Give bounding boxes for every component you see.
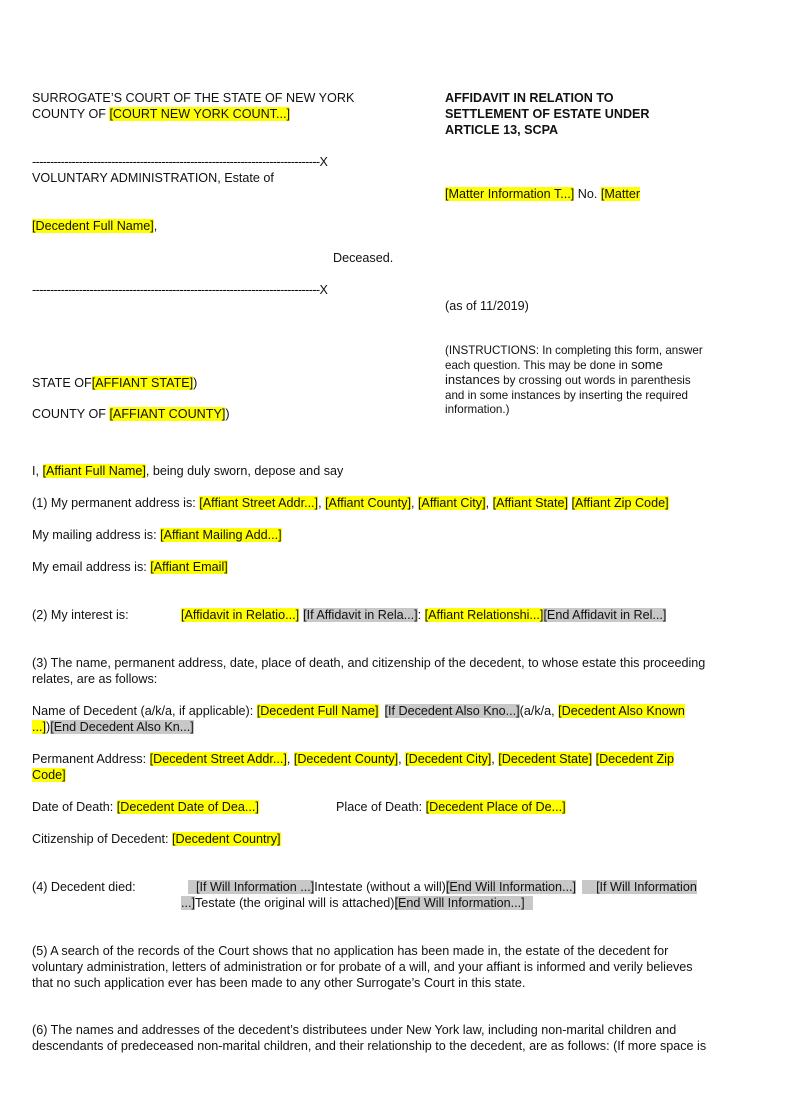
aka-label: (a/k/a,	[519, 704, 559, 718]
matter-no-label: No.	[574, 187, 601, 201]
decedent-name-row-cont	[32, 719, 194, 735]
document-title-line1: AFFIDAVIT IN RELATION TO	[445, 91, 614, 105]
instructions-line5: information.)	[445, 403, 510, 416]
mailing-address-line	[32, 527, 282, 543]
q6-text-line1: (6) The names and addresses of the decedent’s distributees under New York law, including non-marital children and	[32, 1023, 677, 1037]
deceased-label: Deceased.	[333, 251, 394, 265]
court-county-line	[32, 106, 290, 122]
decedent-name-suffix: ,	[153, 219, 158, 233]
decedent-county-field[interactable]: [Decedent County]	[293, 752, 399, 766]
venue-county-line	[32, 406, 230, 422]
if-will-field-2[interactable]: [If Will Information	[582, 880, 697, 894]
affiant-street-field[interactable]: [Affiant Street Addr...]	[199, 496, 319, 510]
decedent-zip-field-cont[interactable]: Code]	[32, 768, 66, 782]
instructions-line3-emph: instances	[445, 372, 500, 387]
permanent-address-line	[32, 495, 669, 511]
affiant-county-address-field[interactable]: [Affiant County]	[325, 496, 411, 510]
separator	[568, 496, 572, 510]
decedent-name-line	[32, 218, 157, 234]
court-county-field[interactable]: [COURT NEW YORK COUNT...]	[109, 107, 290, 121]
date-of-death-row	[32, 799, 259, 815]
decedent-died-row-cont	[181, 895, 533, 911]
court-name-line: SURROGATE’S COURT OF THE STATE OF NEW YORK	[32, 91, 355, 105]
decedent-died-row	[188, 879, 697, 895]
if-will-field[interactable]: [If Will Information ...]	[188, 880, 314, 894]
place-of-death-row	[336, 799, 566, 815]
decedent-name-field[interactable]: [Decedent Full Name]	[32, 219, 154, 233]
decedent-place-of-death-field[interactable]: [Decedent Place of De...]	[425, 800, 566, 814]
venue-state-suffix: )	[193, 376, 198, 390]
decedent-street-field[interactable]: [Decedent Street Addr...]	[149, 752, 287, 766]
separator: ,	[410, 496, 418, 510]
q5-text-line2: voluntary administration, letters of administration or for probate of a will, and your affiant is informed and verily believes	[32, 960, 693, 974]
affiant-city-field[interactable]: [Affiant City]	[417, 496, 486, 510]
q5-text-line3: that no such application ever has been made to any other Surrogate’s Court in this state.	[32, 976, 526, 990]
document-title-line3: ARTICLE 13, SCPA	[445, 123, 559, 137]
separator: ,	[318, 496, 326, 510]
decedent-zip-field[interactable]: [Decedent Zip	[595, 752, 674, 766]
separator: ,	[286, 752, 294, 766]
instructions-line2-text: each question. This may be done in	[445, 359, 632, 372]
affiant-mailing-field[interactable]: [Affiant Mailing Add...]	[160, 528, 282, 542]
place-of-death-label: Place of Death:	[336, 800, 426, 814]
aka-close: )	[46, 720, 51, 734]
testate-label: Testate (the original will is attached)	[195, 896, 395, 910]
matter-number-field[interactable]: [Matter	[600, 187, 641, 201]
intestate-label: Intestate (without a will)	[314, 880, 446, 894]
document-title-line2: SETTLEMENT OF ESTATE UNDER	[445, 107, 650, 121]
decedent-died-label: (4) Decedent died:	[32, 880, 136, 894]
decedent-full-name-field[interactable]: [Decedent Full Name]	[256, 704, 379, 718]
affiant-email-field[interactable]: [Affiant Email]	[150, 560, 228, 574]
intro-suffix: , being duly sworn, depose and say	[145, 464, 344, 478]
caption-rule-bottom: --------------------------------------------------------------------------------X	[32, 283, 328, 297]
instructions-line2-emph: some	[631, 357, 663, 372]
interest-label: (2) My interest is:	[32, 608, 129, 622]
matter-info-field[interactable]: [Matter Information T...]	[445, 187, 575, 201]
instructions-line4: and in some instances by inserting the required	[445, 389, 688, 402]
mailing-address-label: My mailing address is:	[32, 528, 161, 542]
matter-number-line	[445, 186, 640, 202]
end-will-field-2[interactable]: [End Will Information...]	[395, 896, 533, 910]
intro-line	[32, 463, 343, 479]
if-decedent-aka-field[interactable]: [If Decedent Also Kno...]	[384, 704, 520, 718]
venue-state-line	[32, 375, 197, 391]
separator: ,	[491, 752, 499, 766]
instructions-line1: (INSTRUCTIONS: In completing this form, answer	[445, 344, 703, 357]
decedent-address-label: Permanent Address:	[32, 752, 150, 766]
end-will-field[interactable]: [End Will Information...]	[445, 880, 577, 894]
decedent-country-field[interactable]: [Decedent Country]	[172, 832, 281, 846]
instructions-line3-text: by crossing out words in parenthesis	[499, 374, 691, 387]
affiant-zip-field[interactable]: [Affiant Zip Code]	[571, 496, 669, 510]
decedent-date-of-death-field[interactable]: [Decedent Date of Dea...]	[116, 800, 259, 814]
decedent-city-field[interactable]: [Decedent City]	[405, 752, 492, 766]
citizenship-label: Citizenship of Decedent:	[32, 832, 173, 846]
affiant-relationship-field[interactable]: [Affiant Relationshi...]	[424, 608, 544, 622]
q3-text-line1: (3) The name, permanent address, date, place of death, and citizenship of the decedent, to whose estate this proceeding	[32, 656, 706, 670]
estate-of-label: VOLUNTARY ADMINISTRATION, Estate of	[32, 171, 274, 185]
affidavit-relation-field[interactable]: [Affidavit in Relatio...]	[181, 608, 300, 622]
affiant-name-field[interactable]: [Affiant Full Name]	[42, 464, 146, 478]
end-decedent-aka-field[interactable]: [End Decedent Also Kn...]	[50, 720, 194, 734]
affiant-state-address-field[interactable]: [Affiant State]	[492, 496, 568, 510]
q5-text-line1: (5) A search of the records of the Court shows that no application has been made in, the estate of the decedent for	[32, 944, 669, 958]
interest-colon: :	[417, 608, 425, 622]
if-affidavit-field[interactable]: [If Affidavit in Rela...]	[303, 608, 418, 622]
decedent-name-row	[32, 703, 685, 719]
form-version-label: (as of 11/2019)	[445, 299, 529, 313]
date-of-death-label: Date of Death:	[32, 800, 117, 814]
affiant-state-field[interactable]: [AFFIANT STATE]	[91, 376, 194, 390]
intro-prefix: I,	[32, 464, 43, 478]
email-address-line	[32, 559, 228, 575]
interest-fields-line	[181, 607, 666, 623]
caption-rule-top: --------------------------------------------------------------------------------X	[32, 155, 328, 169]
if-will-field-2-cont[interactable]: ...]	[181, 896, 195, 910]
end-affidavit-field[interactable]: [End Affidavit in Rel...]	[543, 608, 667, 622]
email-address-label: My email address is:	[32, 560, 151, 574]
decedent-aka-field[interactable]: [Decedent Also Known	[558, 704, 685, 718]
venue-county-suffix: )	[225, 407, 230, 421]
instructions-line3	[445, 373, 691, 389]
affiant-county-field[interactable]: [AFFIANT COUNTY]	[109, 407, 226, 421]
venue-county-prefix: COUNTY OF	[32, 407, 110, 421]
decedent-name-label: Name of Decedent (a/k/a, if applicable):	[32, 704, 257, 718]
decedent-state-field[interactable]: [Decedent State]	[498, 752, 593, 766]
permanent-address-label: (1) My permanent address is:	[32, 496, 200, 510]
q3-text-line2: relates, are as follows:	[32, 672, 158, 686]
court-county-prefix: COUNTY OF	[32, 107, 110, 121]
decedent-aka-field-cont[interactable]: ...]	[32, 720, 46, 734]
venue-state-prefix: STATE OF	[32, 376, 92, 390]
decedent-address-row-cont	[32, 767, 66, 783]
q6-text-line2: descendants of predeceased non-marital children, and their relationship to the decedent, are as follows: (If more space is	[32, 1039, 707, 1053]
decedent-address-row	[32, 751, 674, 767]
separator: ,	[398, 752, 406, 766]
separator: ,	[485, 496, 493, 510]
citizenship-row	[32, 831, 281, 847]
